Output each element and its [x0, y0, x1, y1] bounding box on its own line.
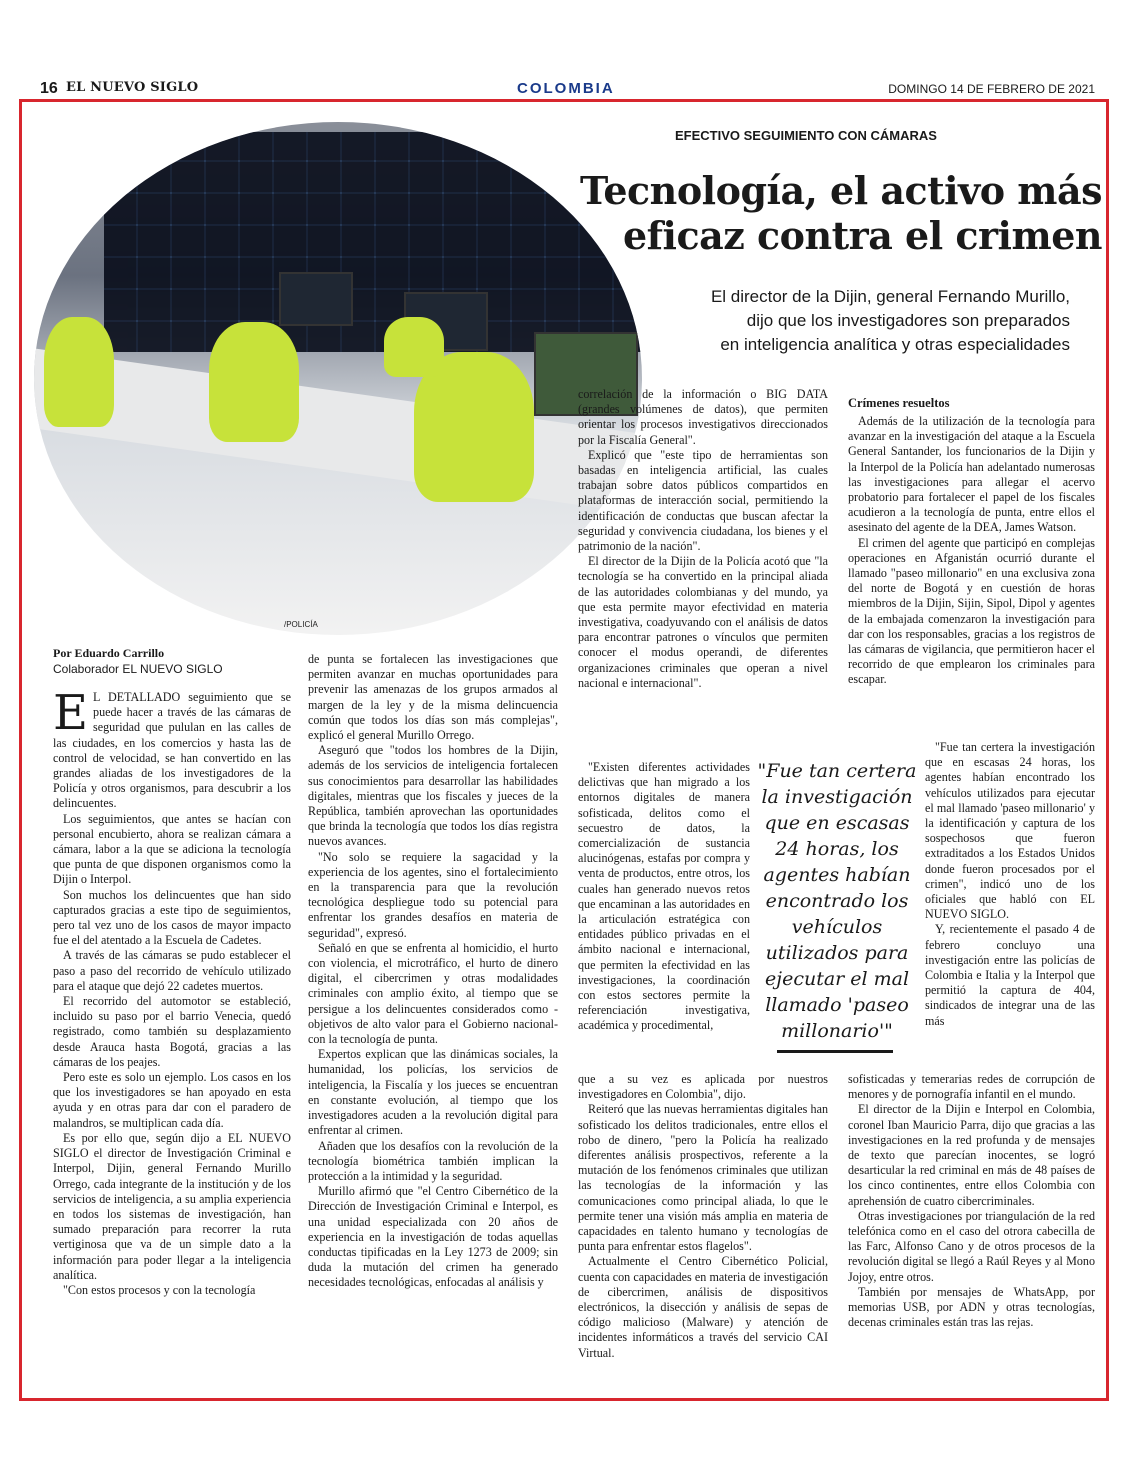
headline-line: eficaz contra el crimen — [622, 213, 1102, 258]
paragraph: "Fue tan certera la investigación que en escasas 24 horas, los agentes habían encontrado los vehículos utilizados para ejecutar el mal llamado 'paseo millonario' y la identificación y captura de los sospechosos que fueron extraditados a los Estados Unidos donde fueron procesados por el crimen", indicó uno de los oficiales que habló con EL NUEVO SIGLO. — [925, 740, 1095, 922]
newspaper-name: EL NUEVO SIGLO — [66, 80, 199, 95]
column-4-middle — [925, 740, 1095, 1029]
paragraph: Aseguró que "todos los hombres de la Dijin, además de los servicios de inteligencia fortalecen sus conocimientos para desarrollar las habilidades digitales, mientras que los fiscales y jueces de la República, también aprovechan las oportunidades que brinda la tecnología que todos los días registra nuevos avances. — [308, 743, 558, 849]
paragraph: sofisticadas y temerarias redes de corrupción de menores y de pornografía infantil en el mundo. — [848, 1072, 1095, 1102]
deck-line: dijo que los investigadores son preparados — [746, 311, 1070, 330]
kicker: EFECTIVO SEGUIMIENTO CON CÁMARAS — [675, 128, 937, 143]
paragraph: que a su vez es aplicada por nuestros investigadores en Colombia", dijo. — [578, 1072, 828, 1102]
paragraph: Los seguimientos, que antes se hacían con personal encubierto, ahora se realizan cámara a cámara, labor a la que se adiciona la tecnología que punta de que disponen organismos como la Dijin o Interpol. — [53, 811, 291, 887]
column-3-bottom — [578, 1072, 828, 1361]
pull-quote: "Fue tan certera la investigación que en escasas 24 horas, los agentes habían encontrado los vehículos utilizados para ejecutar el mal llamado 'paseo millonario'" — [757, 760, 917, 1042]
page-number: 16 — [40, 80, 58, 97]
paragraph: El recorrido del automotor se estableció, incluido su paso por el barrio Venecia, quedó registrado, como también su desplazamiento desde Arauca hasta Bogotá, gracias a las cámaras de los peajes. — [53, 994, 291, 1069]
paragraph: A través de las cámaras se pudo establecer el paso a paso del recorrido de vehículo utilizado para el ataque que dejó 22 cadetes muertos. — [53, 948, 291, 993]
byline-role: Colaborador EL NUEVO SIGLO — [53, 662, 223, 676]
paragraph: Actualmente el Centro Cibernético Policial, cuenta con capacidades en materia de investigación de cibercrimen, análisis de dispositivos electrónicos, la disección y análisis de sepas de código malicioso (Malware) y atención de incidentes informáticos a través del servicio CAI Virtual. — [578, 1254, 828, 1360]
byline: Por Eduardo Carrillo — [53, 646, 165, 660]
column-4-top — [848, 414, 1095, 688]
officer — [44, 317, 114, 427]
paragraph: Añaden que los desafíos con la revolución de la tecnología biométrica también implican la protección a la intimidad y la seguridad. — [308, 1138, 558, 1183]
column-3-middle — [578, 760, 750, 1034]
subheading: Crímenes resueltos — [848, 396, 950, 410]
paragraph — [53, 685, 291, 812]
issue-date: DOMINGO 14 DE FEBRERO DE 2021 — [888, 82, 1095, 96]
monitor — [279, 272, 353, 326]
paragraph: Otras investigaciones por triangulación de la red telefónica como en el caso del otrora cabecilla de las Farc, Alfonso Cano y de otros procesos de la revolución digital se llegó a Raúl Reyes y al Mono Jojoy, entre otros. — [848, 1208, 1095, 1284]
paragraph: Y, recientemente el pasado 4 de febrero concluyo una investigación entre las policías de Colombia e Italia y la Interpol que permitió la captura de 404, sindicados de integrar una de las más — [925, 922, 1095, 1028]
paragraph: También por mensajes de WhatsApp, por memorias USB, por ADN y otras tecnologías, decenas criminales están tras las rejas. — [848, 1284, 1095, 1330]
deck-line: en inteligencia analítica y otras especialidades — [720, 335, 1070, 354]
paragraph: "Existen diferentes actividades delictivas que han migrado a los entornos digitales de manera sofisticada, delitos como el secuestro de datos, la comercialización de sustancia alucinógenas, estafas por compra y venta de productos, entre otros, los cuales han generado nuevos retos que encaminan a las autoridades en la articulación estratégica con entidades público privadas en el ámbito nacional e internacional, que permiten la efectividad en las investigaciones, la coordinación con estos sectores permite la referenciación investigativa, académica y procedimental, — [578, 760, 750, 1033]
deck-line: El director de la Dijin, general Fernando Murillo, — [710, 287, 1070, 306]
paragraph: Son muchos los delincuentes que han sido capturados gracias a este tipo de seguimientos, pero tal vez uno de los casos de mayor impacto fue el del atentado a la Escuela de Cadetes. — [53, 887, 291, 948]
paragraph: de punta se fortalecen las investigaciones que permiten avanzar en muchas oportunidades para prevenir las amenazas de los grupos armados al margen de la ley y de la misma delincuencia común que todos los días son más complejas", explicó el general Murillo Orrego. — [308, 652, 558, 743]
column-3-top — [578, 387, 828, 691]
column-1 — [53, 685, 291, 1298]
paragraph: "Con estos procesos y con la tecnología — [63, 1282, 256, 1297]
paragraph: Señaló en que se enfrenta al homicidio, el hurto con violencia, el microtráfico, el hurto de dinero digital, el cibercrimen y otras modalidades criminales con amplio éxito, al tiempo que se persigue a los delincuentes considerados como -objetivos de alto valor para el Gobierno nacional- con la tecnología de punta. — [308, 940, 558, 1047]
paragraph-text: L DETALLADO seguimiento que se puede hacer a través de las cámaras de seguridad que pululan en las calles de las ciudades, en los comercios y hasta las de control de velocidad, se han convertido en las grandes aliadas de los investigadores de la Policía y otros organismos, para descubrir a los delincuentes. — [53, 690, 291, 811]
paragraph: Expertos explican que las dinámicas sociales, la humanidad, los policías, los servicios de inteligencia, la Fiscalía y los jueces se encuentran en constante evolución, al tiempo que los investigadores acuden a la revolución digital para enfrentar al crimen. — [308, 1047, 558, 1138]
paragraph: Es por ello que, según dijo a EL NUEVO SIGLO el director de Investigación Criminal e Interpol, Dijin, general Fernando Murillo Orrego, cada integrante de la institución y de los servicios de inteligencia, a su amplia experiencia en todos los sistemas de investigación, han sumado preparación para recorrer la ruta vertiginosa que va de un simple dato a la información para poder llegar a la inteligencia analítica. — [53, 1130, 291, 1282]
headline-line: Tecnología, el activo más — [579, 168, 1102, 213]
paragraph: El director de la Dijin e Interpol en Colombia, coronel Iban Mauricio Parra, dijo que gracias a las investigaciones en la red profunda y de mensajes de texto que parecían inocentes, se logró desarticular la red criminal en más de 48 países de los cinco continentes, entre ellos Colombia con aprehensión de cuatro cibercriminales. — [848, 1102, 1095, 1208]
paragraph: Además de la utilización de la tecnología para avanzar en la investigación del ataque a la Escuela General Santander, los funcionarios de la Dijin y la Interpol de la Policía han adelantado numerosas las investigaciones para allegar el acervo probatorio para fortalecer el papel de los fiscales acudieron a la tecnología de punta, entre ellos el asesinato del agente de la DEA, James Watson. — [848, 414, 1095, 535]
paragraph: correlación de la información o BIG DATA (grandes volúmenes de datos), que permiten orientar los procesos investigativos direccionados por la Fiscalía General". — [578, 387, 828, 447]
paragraph: El director de la Dijin de la Policía acotó que "la tecnología se ha convertido en la principal aliada de las autoridades colombianas y del mundo, ya que esta permite mayor efectividad en materia investigativa, coadyuvando con el análisis de datos para encontrar patrones o vínculos que permiten conocer el modus operandi, de diferentes organizaciones criminales que operan a nivel nacional e internacional". — [578, 554, 828, 690]
drop-cap: E — [53, 685, 89, 741]
column-4-bottom — [848, 1072, 1095, 1330]
pull-quote-rule — [777, 1050, 893, 1053]
headline — [560, 168, 1102, 258]
paragraph: El crimen del agente que participó en complejas operaciones en Afganistán ocurrió durante el llamado "paseo millonario" en una exclusiva zona del norte de Bogotá y en cuestión de horas miembros de la Dijin, Sijin, Sipol, Dipol y agentes de la embajada comenzaron la investigación para dar con los responsables, gracias a los registros de las cámaras de vigilancia, que permitieron hacer el recorrido de que emplearon los criminales para escapar. — [848, 535, 1095, 687]
paragraph: "No solo se requiere la sagacidad y la experiencia de los agentes, sino el fortalecimiento en la transparencia para que la revolución tecnológica despliegue todo su potencial para enfrentar los grandes desafíos en materia de seguridad", expresó. — [308, 849, 558, 940]
paragraph: Murillo afirmó que "el Centro Cibernético de la Dirección de Investigación Criminal e Interpol, es una unidad especializada con 20 años de experiencia en la investigación de todas aquellas conductas tipificadas en la Ley 1273 de 2009; sin duda la mutación del crimen ha generado necesidades tecnológicas, enfocadas al análisis y — [308, 1184, 558, 1290]
paragraph: Explicó que "este tipo de herramientas son basadas en inteligencia artificial, las cuales trabajan sobre datos públicos compartidos en plataformas de interacción social, permitiendo la identificación de conductas que buscan afectar la seguridad y convivencia ciudadana, los bienes y el patrimonio de la nación". — [578, 447, 828, 554]
page-header — [40, 80, 1095, 98]
column-2 — [308, 652, 558, 1291]
control-room-photo — [34, 122, 642, 635]
paragraph: Pero este es solo un ejemplo. Los casos en los que los investigadores se han apoyado en esta ayuda y en otras para dar con el paradero de malandros, se multiplican cada día. — [53, 1070, 291, 1130]
deck — [600, 285, 1070, 357]
paragraph: Reiteró que las nuevas herramientas digitales han sofisticado los delitos tradicionales, entre ellos el robo de dinero, "pero la Policía ha realizado diferentes análisis prospectivos, referente a la mutación de los fenómenos criminales que utilizan las tecnologías de la información y las comunicaciones como principal aliada, lo que le permite tener una visión más amplia en materia de capacidades en talento humano y tecnologías de punta para enfrentar estos flagelos". — [578, 1102, 828, 1254]
officer — [384, 317, 444, 377]
section-name: COLOMBIA — [517, 80, 615, 97]
officer — [209, 322, 299, 442]
photo-credit: /POLICÍA — [284, 620, 318, 629]
